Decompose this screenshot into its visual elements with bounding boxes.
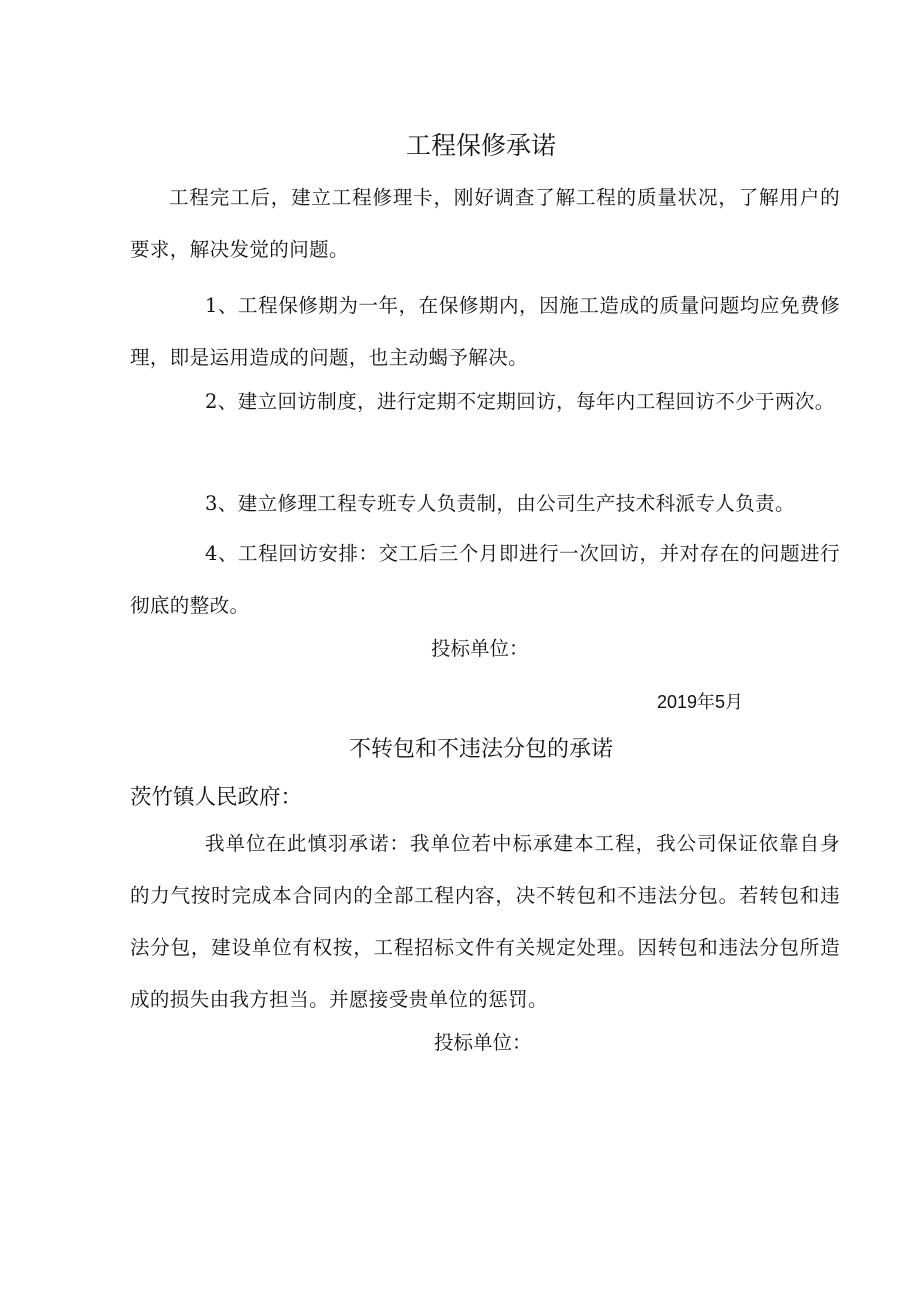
- warranty-intro: 工程完工后，建立工程修理卡，刚好调查了解工程的质量状况，了解用户的要求，解决发觉的问题。: [130, 186, 840, 261]
- warranty-item-3: 3、建立修理工程专班专人负责制，由公司生产技术科派专人负责。: [205, 492, 795, 515]
- subcontract-title: 不转包和不违法分包的承诺: [348, 737, 613, 762]
- warranty-item-4: 4、工程回访安排：交工后三个月即进行一次回访，并对存在的问题进行彻底的整改。: [130, 542, 840, 617]
- subcontract-body: 我单位在此慎羽承诺：我单位若中标承建本工程，我公司保证依靠自身的力气按时完成本合同内的全部工程内容，决不转包和不违法分包。若转包和违法分包，建设单位有权按，工程招标文件有关规定处理。因转包和违法分包所造成的损失由我方担当。并愿接受贵单位的惩罚。: [130, 832, 840, 1011]
- warranty-title: 工程保修承诺: [405, 131, 556, 160]
- bidder-label-2: 投标单位：: [434, 1031, 532, 1054]
- bidder-label-1: 投标单位：: [431, 637, 529, 660]
- addressee: 茨竹镇人民政府：: [130, 785, 303, 810]
- warranty-item-2: 2、建立回访制度，进行定期不定期回访，每年内工程回访不少于两次。: [205, 390, 835, 413]
- warranty-item-1: 1、工程保修期为一年，在保修期内，因施工造成的质量问题均应免费修理，即是运用造成的问题，也主动蝎予解决。: [130, 294, 840, 369]
- signing-date: 2019年5月: [657, 692, 744, 712]
